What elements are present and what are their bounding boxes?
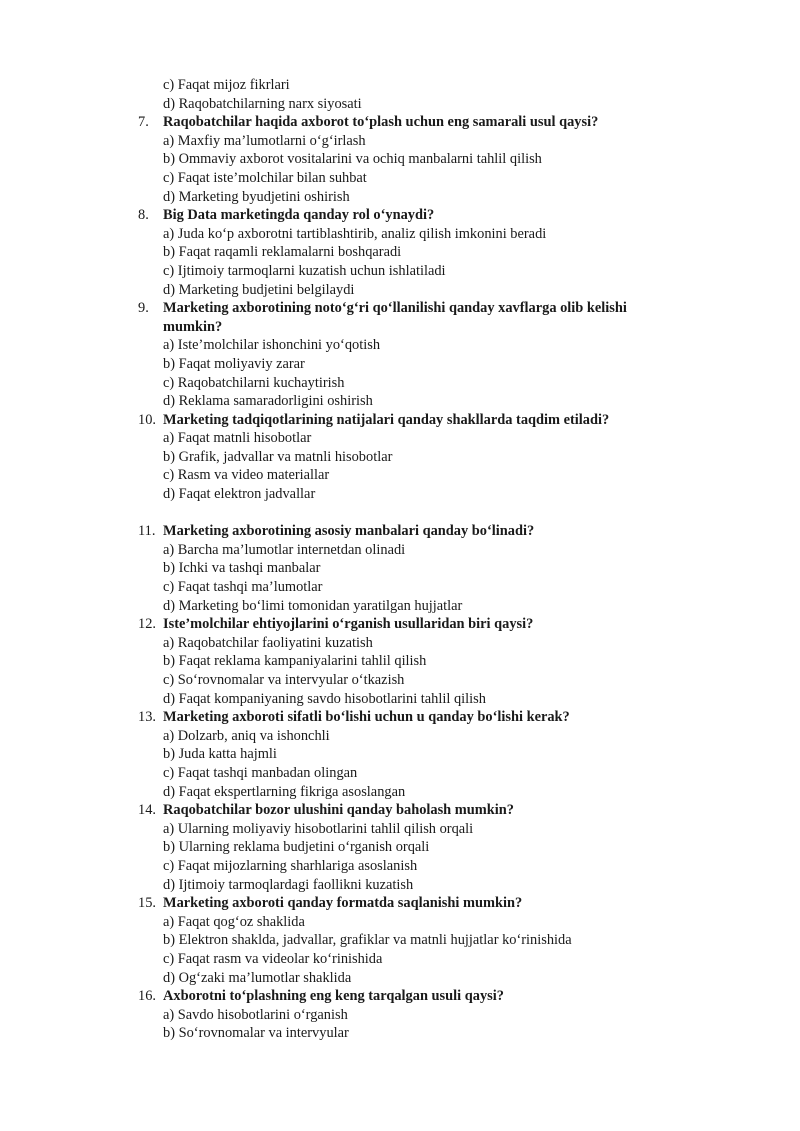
answer-option: b) Grafik, jadvallar va matnli hisobotlar xyxy=(163,448,393,465)
answer-option: c) Faqat tashqi ma’lumotlar xyxy=(163,579,323,596)
answer-option: c) Faqat mijoz fikrlari xyxy=(163,77,290,93)
answer-option: d) Faqat elektron jadvallar xyxy=(163,486,316,503)
question-line xyxy=(0,411,800,430)
question-number: 7. xyxy=(138,114,149,131)
question-number: 13. xyxy=(138,709,156,726)
answer-option: c) Rasm va video materiallar xyxy=(163,467,330,484)
answer-option: b) Faqat moliyaviy zarar xyxy=(163,355,305,372)
question-line xyxy=(0,615,800,634)
question-block xyxy=(0,708,800,801)
question-number: 12. xyxy=(138,616,156,633)
answer-option: b) Faqat reklama kampaniyalarini tahlil qilish xyxy=(163,653,427,670)
answer-option: d) Og‘zaki ma’lumotlar shaklida xyxy=(163,969,352,986)
answer-option: b) Ularning reklama budjetini o‘rganish orqali xyxy=(163,839,430,856)
question-line xyxy=(0,113,800,132)
question-line xyxy=(0,708,800,727)
answer-option: c) So‘rovnomalar va intervyular o‘tkazish xyxy=(163,672,405,688)
answer-option: a) Savdo hisobotlarini o‘rganish xyxy=(163,1006,348,1023)
answer-option: a) Barcha ma’lumotlar internetdan olinadi xyxy=(163,541,406,558)
question-number: 14. xyxy=(138,802,156,819)
answer-option: a) Maxfiy ma’lumotlarni o‘g‘irlash xyxy=(163,132,366,149)
question-text: Marketing axboroti sifatli bo‘lishi uchun u qanday bo‘lishi kerak? xyxy=(163,709,570,726)
answer-option: b) Faqat raqamli reklamalarni boshqaradi xyxy=(163,244,402,261)
question-number: 8. xyxy=(138,207,149,224)
answer-option: d) Marketing bo‘limi tomonidan yaratilgan hujjatlar xyxy=(163,597,463,614)
answer-option: c) Raqobatchilarni kuchaytirish xyxy=(163,374,345,391)
answer-option: d) Reklama samaradorligini oshirish xyxy=(163,393,373,410)
answer-option: d) Ijtimoiy tarmoqlardagi faollikni kuzatish xyxy=(163,876,414,893)
question-line xyxy=(0,894,800,913)
question-block xyxy=(0,801,800,894)
question-number: 16. xyxy=(138,988,156,1005)
answer-option: c) Faqat iste’molchilar bilan suhbat xyxy=(163,169,367,186)
question-text: Axborotni to‘plashning eng keng tarqalgan usuli qaysi? xyxy=(163,988,504,1005)
question-block xyxy=(0,987,800,1043)
answer-option: b) Ichki va tashqi manbalar xyxy=(163,560,321,577)
question-line xyxy=(0,522,800,541)
spacer xyxy=(0,504,800,523)
question-block xyxy=(0,615,800,708)
answer-option: b) So‘rovnomalar va intervyular xyxy=(163,1025,349,1042)
question-block xyxy=(0,504,800,616)
question-text: Marketing tadqiqotlarining natijalari qanday shakllarda taqdim etiladi? xyxy=(163,411,610,428)
question-block xyxy=(0,894,800,987)
question-line xyxy=(0,299,800,318)
question-number: 10. xyxy=(138,411,156,428)
question-text: Marketing axborotining noto‘g‘ri qo‘llanilishi qanday xavflarga olib kelishi xyxy=(163,300,627,317)
answer-option: c) Faqat tashqi manbadan olingan xyxy=(163,764,358,781)
question-number: 9. xyxy=(138,300,149,317)
answer-option: d) Raqobatchilarning narx siyosati xyxy=(163,95,362,112)
answer-option: a) Faqat qog‘oz shaklida xyxy=(163,913,305,930)
answer-option: c) Faqat mijozlarning sharhlariga asoslanish xyxy=(163,857,418,874)
answer-option: d) Faqat kompaniyaning savdo hisobotlarini tahlil qilish xyxy=(163,690,486,707)
answer-option: a) Ularning moliyaviy hisobotlarini tahlil qilish orqali xyxy=(163,820,474,837)
question-text: Big Data marketingda qanday rol o‘ynaydi? xyxy=(163,207,435,224)
question-block xyxy=(0,411,800,504)
document-page xyxy=(0,76,800,1043)
answer-option: a) Faqat matnli hisobotlar xyxy=(163,430,312,447)
question-block xyxy=(0,299,800,411)
answer-option: d) Marketing byudjetini oshirish xyxy=(163,188,350,205)
question-text: Raqobatchilar haqida axborot to‘plash uchun eng samarali usul qaysi? xyxy=(163,114,599,131)
question-number: 11. xyxy=(138,523,156,540)
answer-option: a) Iste’molchilar ishonchini yo‘qotish xyxy=(163,337,381,354)
question-text: Raqobatchilar bozor ulushini qanday baholash mumkin? xyxy=(163,802,514,819)
answer-option: a) Dolzarb, aniq va ishonchli xyxy=(163,727,330,744)
question-number: 15. xyxy=(138,895,156,912)
answer-option: b) Ommaviy axborot vositalarini va ochiq manbalarni tahlil qilish xyxy=(163,151,542,168)
question-text: Marketing axboroti qanday formatda saqlanishi mumkin? xyxy=(163,895,523,912)
answer-option: b) Juda katta hajmli xyxy=(163,746,277,763)
answer-option: c) Ijtimoiy tarmoqlarni kuzatish uchun ishlatiladi xyxy=(163,262,446,279)
question-line xyxy=(0,206,800,225)
answer-option: b) Elektron shaklda, jadvallar, grafiklar va matnli hujjatlar ko‘rinishida xyxy=(163,932,572,949)
answer-option: c) Faqat rasm va videolar ko‘rinishida xyxy=(163,950,383,967)
question-line xyxy=(0,987,800,1006)
question-text: Iste’molchilar ehtiyojlarini o‘rganish usullaridan biri qaysi? xyxy=(163,616,534,633)
question-text-continued: mumkin? xyxy=(163,318,223,335)
question-text: Marketing axborotining asosiy manbalari qanday bo‘linadi? xyxy=(163,523,535,540)
answer-option: d) Faqat ekspertlarning fikriga asoslangan xyxy=(163,783,406,800)
question-line xyxy=(0,801,800,820)
answer-option: d) Marketing budjetini belgilaydi xyxy=(163,281,355,298)
answer-option: a) Juda ko‘p axborotni tartiblashtirib, analiz qilish imkonini beradi xyxy=(163,225,547,242)
answer-option: a) Raqobatchilar faoliyatini kuzatish xyxy=(163,634,373,651)
question-block xyxy=(0,113,800,206)
question-block xyxy=(0,206,800,299)
